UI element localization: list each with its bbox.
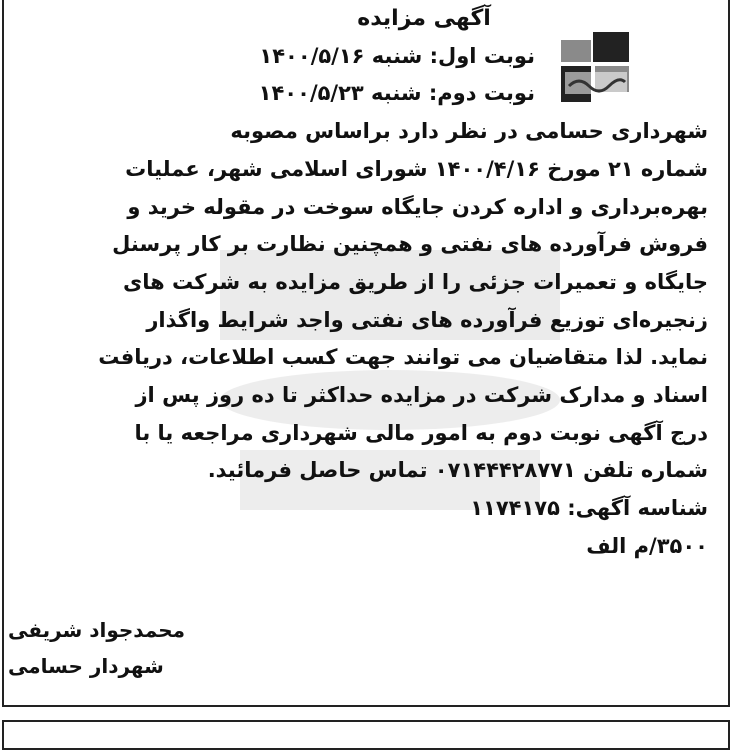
- body-line: شماره تلفن ۰۷۱۴۴۴۲۸۷۷۱ تماس حاصل فرمائید.: [207, 458, 708, 483]
- next-notice-frame: [2, 720, 730, 750]
- notice-code: ۳۵۰۰/م الف: [586, 533, 708, 558]
- notice-body: [20, 113, 708, 490]
- signatory-position: شهردار حسامی: [8, 654, 164, 678]
- body-line: فروش فرآورده های نفتی و همچنین نظارت بر کار پرسنل: [112, 232, 708, 257]
- first-round-date: نوبت اول: شنبه ۱۴۰۰/۵/۱۶: [259, 43, 535, 68]
- signatory-name: محمدجواد شریفی: [8, 618, 186, 642]
- body-line: درج آگهی نوبت دوم به امور مالی شهرداری مراجعه یا با: [134, 420, 708, 445]
- body-line: زنجیره‌ای توزیع فرآورده های نفتی واجد شرایط واگذار: [146, 307, 708, 332]
- signature-block: [8, 612, 185, 684]
- second-round-date: نوبت دوم: شنبه ۱۴۰۰/۵/۲۳: [258, 81, 535, 106]
- body-line: جایگاه و تعمیرات جزئی را از طریق مزایده به شرکت های: [122, 269, 708, 294]
- body-line: بهره‌برداری و اداره کردن جایگاه سوخت در مقوله خرید و: [127, 194, 708, 219]
- body-line: اسناد و مدارک شرکت در مزایده حداکثر تا ده روز پس از: [135, 383, 708, 408]
- auction-notice: [8, 0, 720, 566]
- notice-id: شناسه آگهی: ۱۱۷۴۱۷۵: [470, 496, 708, 521]
- body-line: شماره ۲۱ مورخ ۱۴۰۰/۴/۱۶ شورای اسلامی شهر، عملیات: [125, 156, 708, 181]
- body-line: شهرداری حسامی در نظر دارد براساس مصوبه: [230, 119, 708, 144]
- notice-title: آگهی مزایده: [357, 6, 491, 31]
- body-line: نماید. لذا متقاضیان می توانند جهت کسب اطلاعات، دریافت: [98, 345, 708, 370]
